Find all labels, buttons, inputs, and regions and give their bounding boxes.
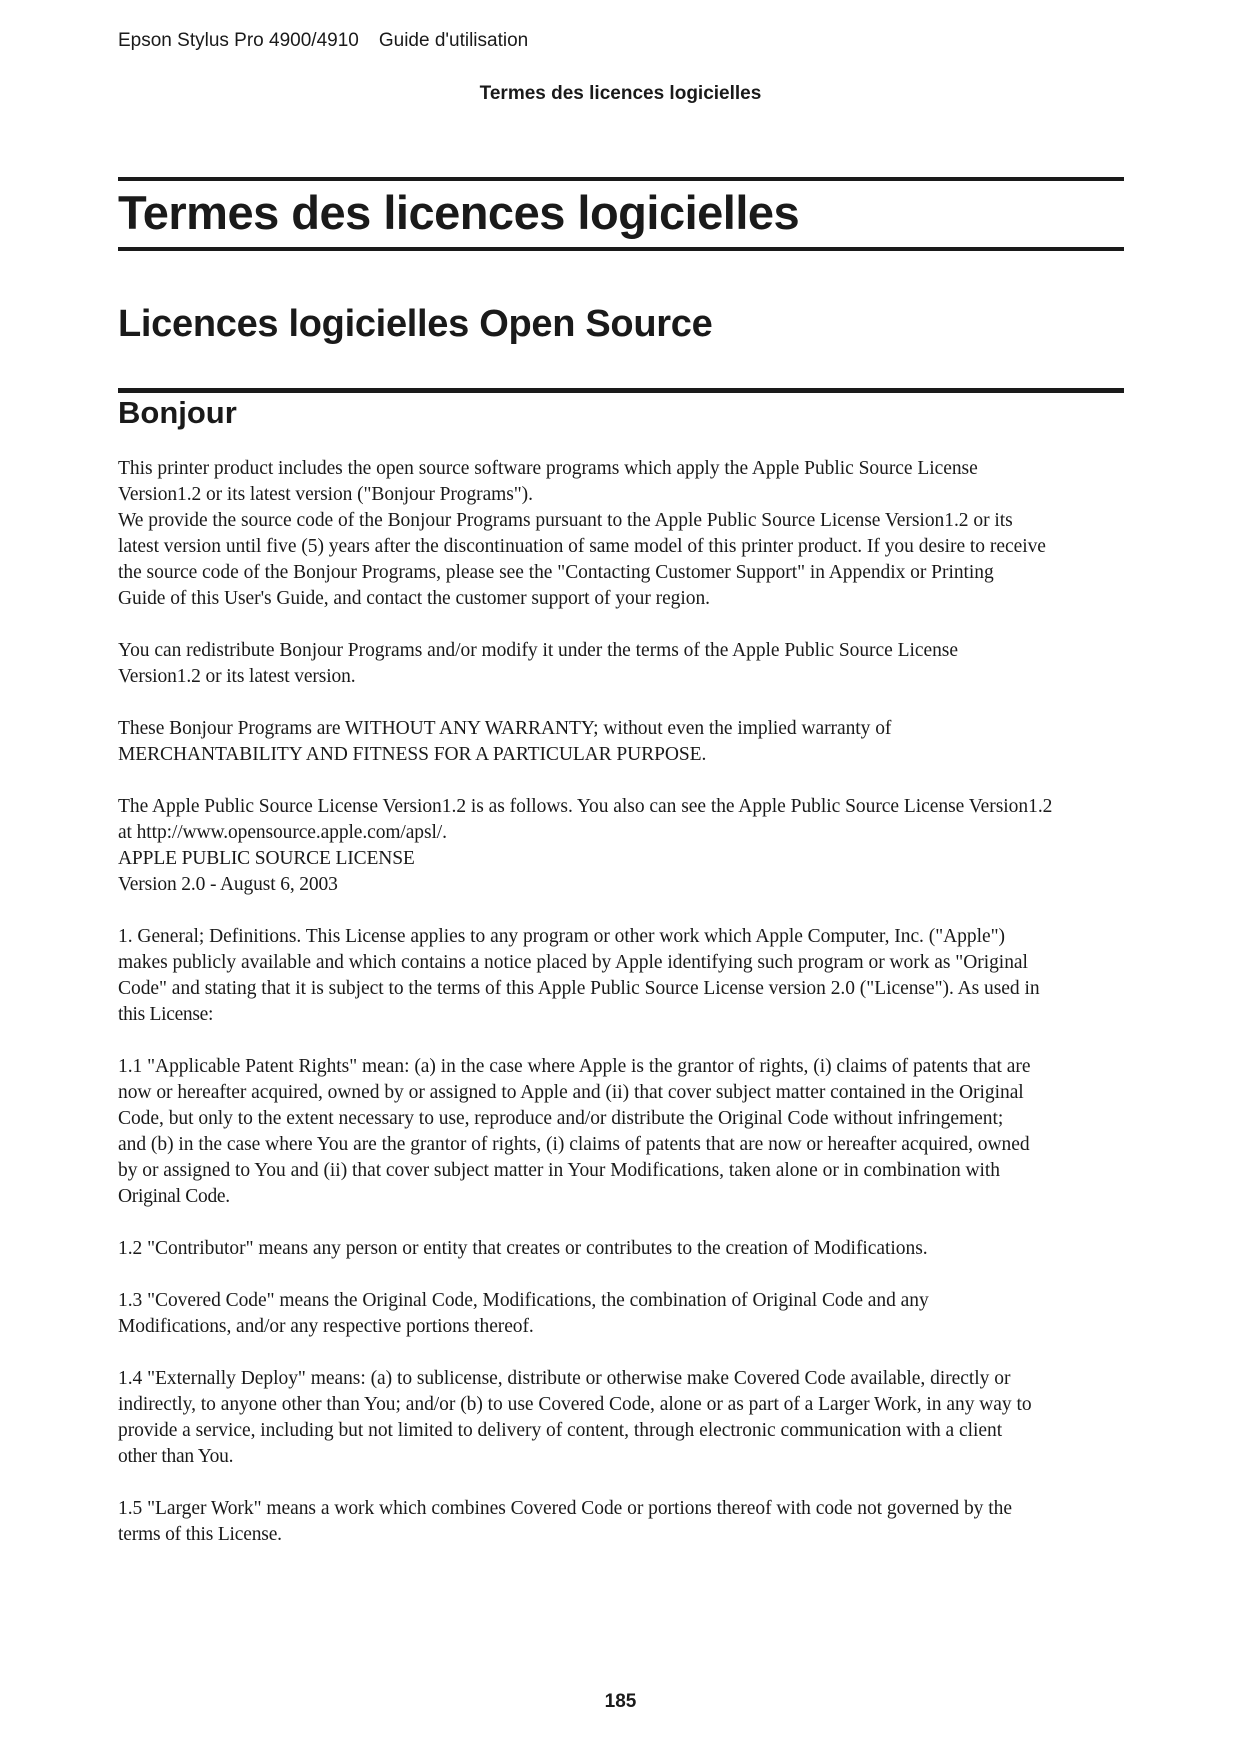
paragraph-line: Code" and stating that it is subject to the terms of this Apple Public Source License version 2.0 ("License"). As used in — [118, 978, 1040, 999]
running-header — [118, 30, 528, 52]
paragraph — [118, 1288, 1128, 1340]
paragraph-line: this License: — [118, 1004, 214, 1025]
paragraph-line: indirectly, to anyone other than You; and/or (b) to use Covered Code, alone or as part of a Larger Work, in any way to — [118, 1394, 1032, 1415]
paragraph-line: This printer product includes the open source software programs which apply the Apple Public Source License — [118, 458, 978, 479]
paragraph-line: 1. General; Definitions. This License applies to any program or other work which Apple Computer, Inc. ("Apple") — [118, 926, 1005, 947]
title-rule-bottom — [118, 247, 1124, 251]
paragraph-line: 1.2 "Contributor" means any person or entity that creates or contributes to the creation of Modifications. — [118, 1238, 928, 1259]
body-text — [118, 456, 1128, 1574]
paragraph-line: Original Code. — [118, 1186, 230, 1207]
paragraph-line: 1.5 "Larger Work" means a work which combines Covered Code or portions thereof with code not governed by the — [118, 1498, 1012, 1519]
paragraph-line: 1.4 "Externally Deploy" means: (a) to sublicense, distribute or otherwise make Covered Code available, directly or — [118, 1368, 1011, 1389]
paragraph-line: APPLE PUBLIC SOURCE LICENSE — [118, 848, 415, 869]
paragraph-line: the source code of the Bonjour Programs, please see the "Contacting Customer Support" in Appendix or Printing — [118, 562, 994, 583]
paragraph-line: We provide the source code of the Bonjour Programs pursuant to the Apple Public Source License Version1.2 or its — [118, 510, 1013, 531]
paragraph-line: terms of this License. — [118, 1524, 282, 1545]
product-name: Epson Stylus Pro 4900/4910 — [118, 30, 359, 51]
paragraph-line: Code, but only to the extent necessary to use, reproduce and/or distribute the Original Code without infringement; — [118, 1108, 1004, 1129]
title-rule-top — [118, 177, 1124, 181]
page-title: Termes des licences logicielles — [118, 186, 800, 239]
paragraph-line: provide a service, including but not limited to delivery of content, through electronic communication with a client — [118, 1420, 1003, 1441]
page-number: 185 — [604, 1691, 637, 1712]
paragraph — [118, 456, 1128, 612]
paragraph-line: Guide of this User's Guide, and contact the customer support of your region. — [118, 588, 710, 609]
paragraph-line: other than You. — [118, 1446, 234, 1467]
paragraph-line: Version1.2 or its latest version. — [118, 666, 356, 687]
section-header: Termes des licences logicielles — [479, 83, 762, 104]
paragraph-line: at http://www.opensource.apple.com/apsl/. — [118, 822, 447, 843]
paragraph-line: and (b) in the case where You are the grantor of rights, (i) claims of patents that are now or hereafter acquired, owned — [118, 1134, 1030, 1155]
paragraph — [118, 794, 1128, 898]
paragraph — [118, 716, 1128, 768]
paragraph-line: 1.1 "Applicable Patent Rights" mean: (a) in the case where Apple is the grantor of rights, (i) claims of patents that are — [118, 1056, 1031, 1077]
section-heading: Bonjour — [118, 395, 237, 430]
paragraph — [118, 1366, 1128, 1470]
paragraph-line: by or assigned to You and (ii) that cover subject matter in Your Modifications, taken alone or in combination with — [118, 1160, 1001, 1181]
paragraph — [118, 1236, 1128, 1262]
paragraph-line: makes publicly available and which contains a notice placed by Apple identifying such program or work as "Original — [118, 952, 1028, 973]
paragraph-line: MERCHANTABILITY AND FITNESS FOR A PARTICULAR PURPOSE. — [118, 744, 707, 765]
guide-name: Guide d'utilisation — [378, 30, 529, 51]
paragraph-line: These Bonjour Programs are WITHOUT ANY WARRANTY; without even the implied warranty of — [118, 718, 892, 739]
section-rule — [118, 388, 1124, 393]
paragraph-line: Version1.2 or its latest version ("Bonjour Programs"). — [118, 484, 533, 505]
paragraph-line: 1.3 "Covered Code" means the Original Code, Modifications, the combination of Original Code and any — [118, 1290, 929, 1311]
subtitle-heading: Licences logicielles Open Source — [118, 303, 713, 345]
paragraph-line: Version 2.0 - August 6, 2003 — [118, 874, 338, 895]
paragraph — [118, 924, 1128, 1028]
paragraph-line: now or hereafter acquired, owned by or assigned to Apple and (ii) that cover subject matter contained in the Original — [118, 1082, 1024, 1103]
paragraph — [118, 1054, 1128, 1210]
paragraph-line: latest version until five (5) years after the discontinuation of same model of this printer product. If you desire to receive — [118, 536, 1046, 557]
paragraph — [118, 1496, 1128, 1548]
paragraph — [118, 638, 1128, 690]
paragraph-line: You can redistribute Bonjour Programs and/or modify it under the terms of the Apple Public Source License — [118, 640, 958, 661]
paragraph-line: The Apple Public Source License Version1.2 is as follows. You also can see the Apple Public Source License Version1.2 — [118, 796, 1053, 817]
paragraph-line: Modifications, and/or any respective portions thereof. — [118, 1316, 534, 1337]
